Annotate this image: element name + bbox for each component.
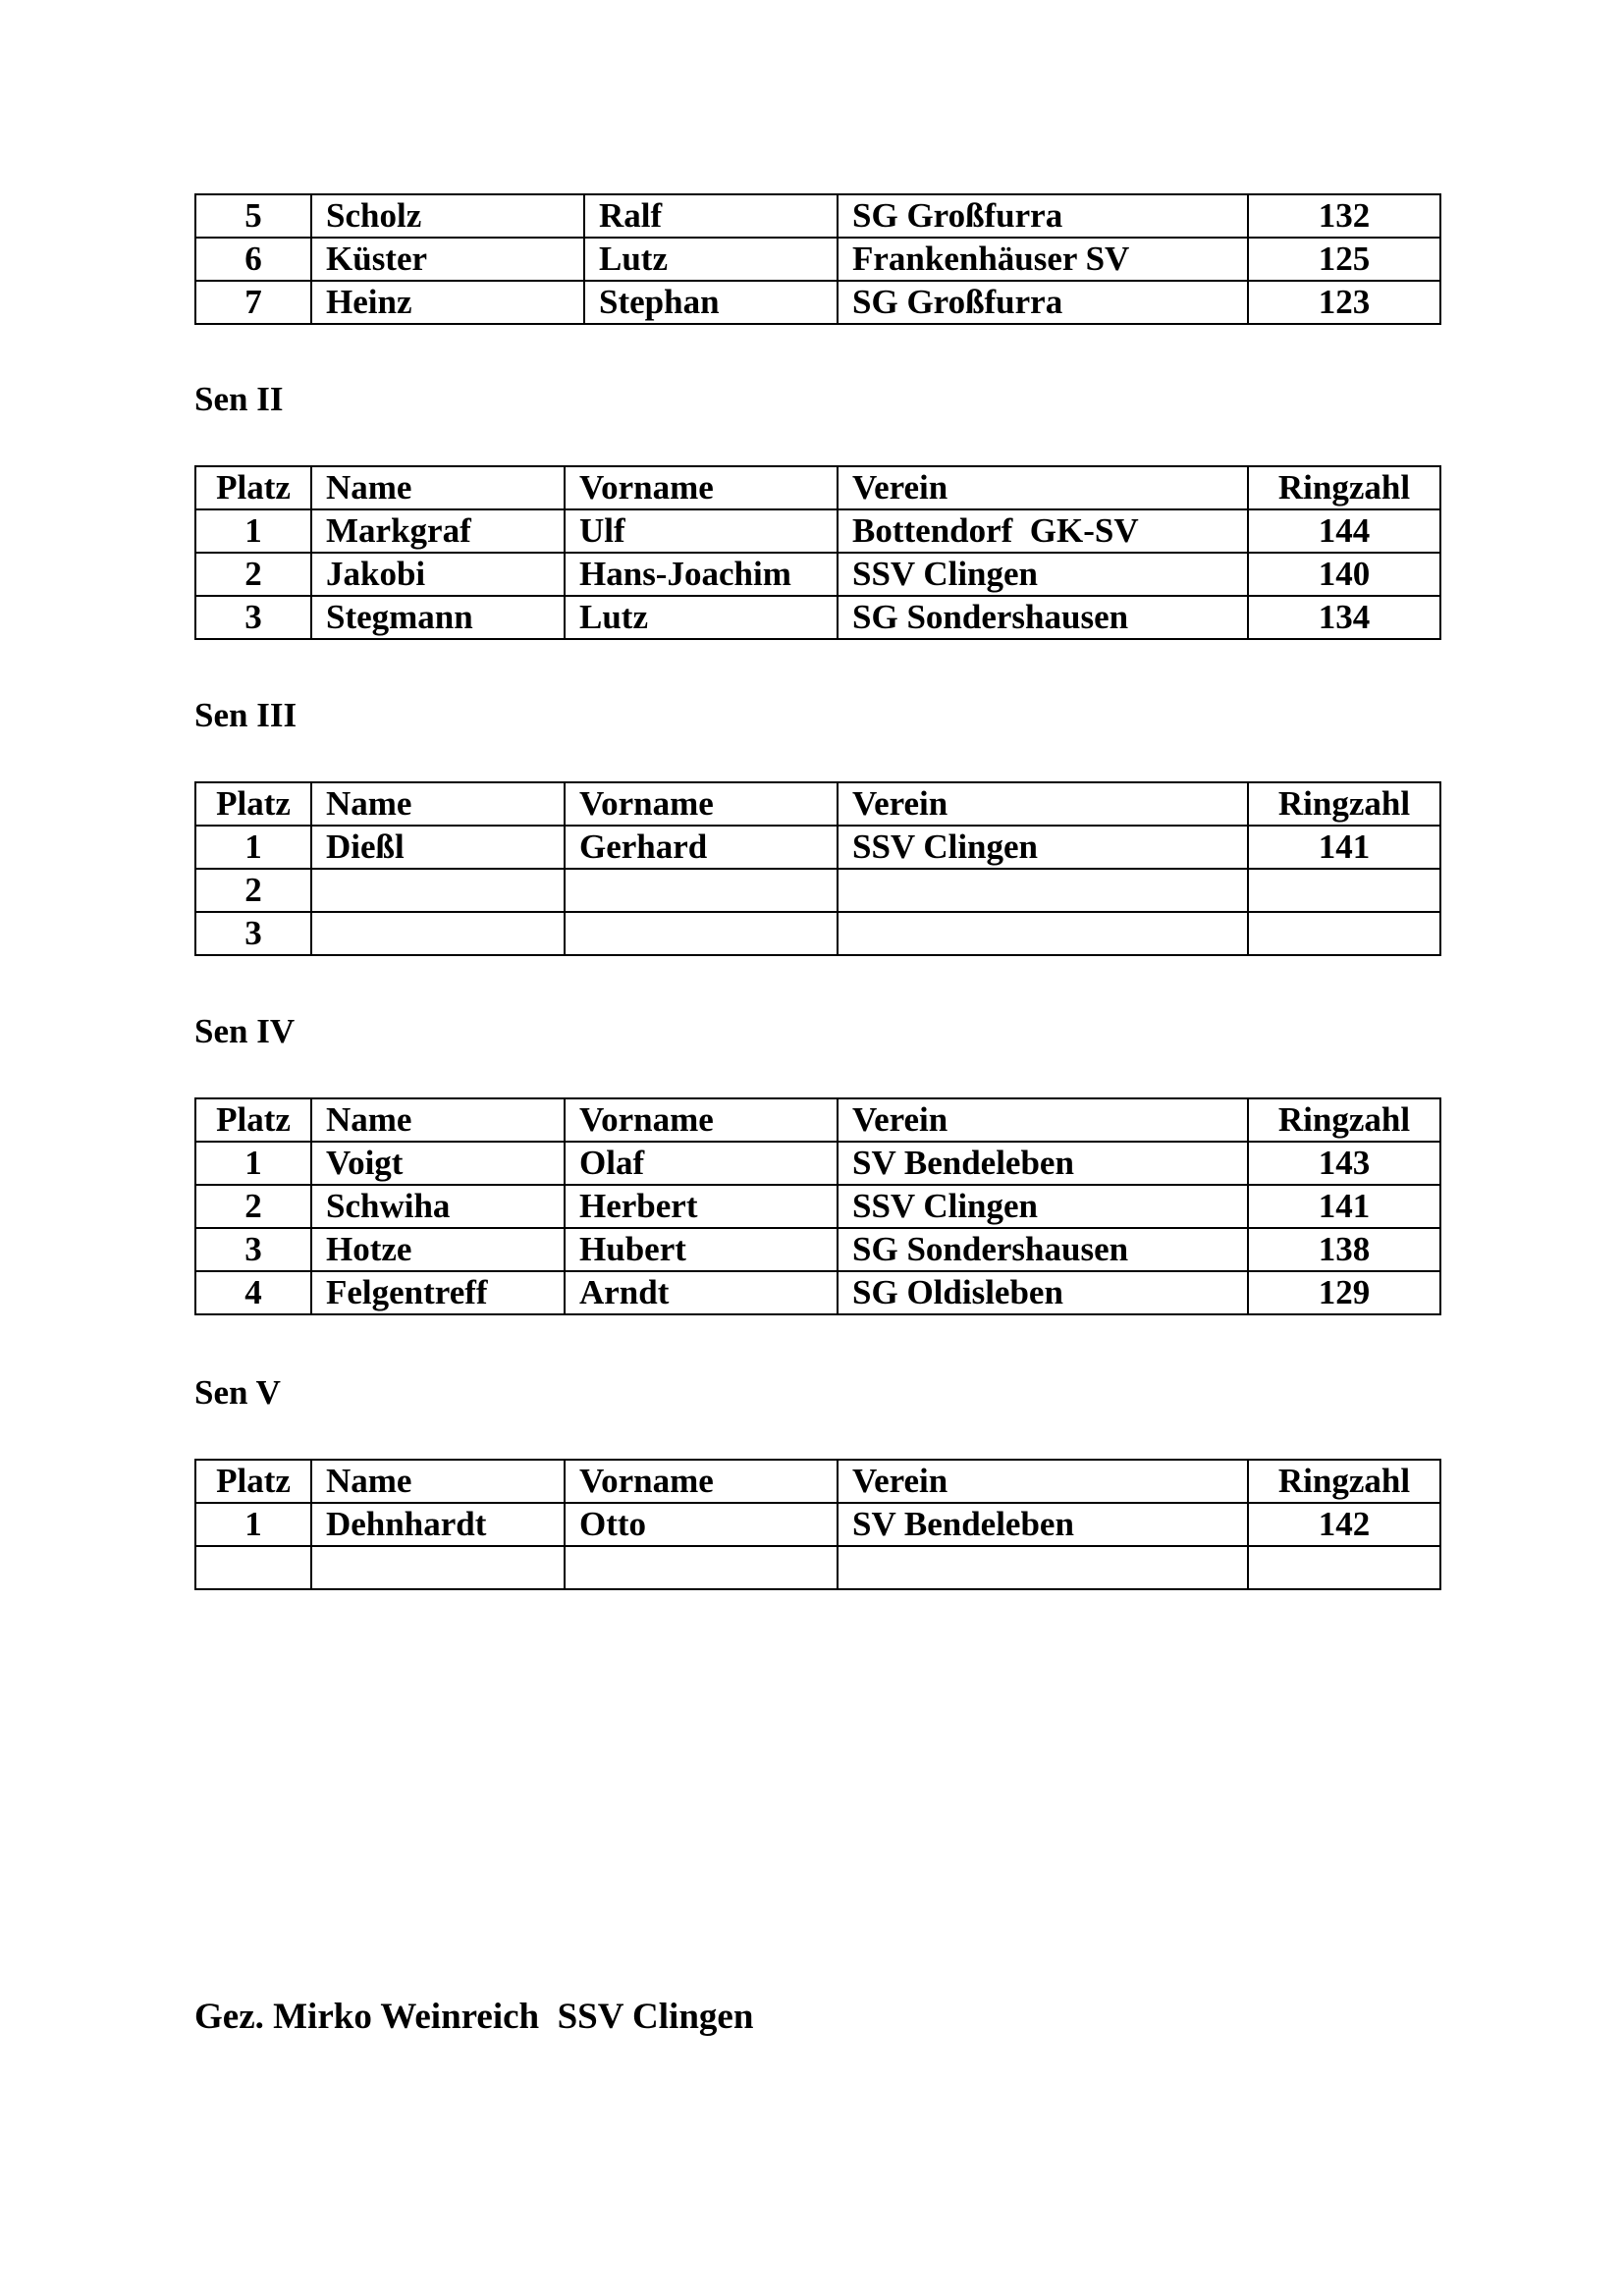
vorname-cell: Ralf [584, 194, 838, 238]
verein-cell: SG Sondershausen [838, 596, 1248, 639]
name-cell: Heinz [311, 281, 584, 324]
verein-cell: SSV Clingen [838, 826, 1248, 869]
verein-cell: SG Sondershausen [838, 1228, 1248, 1271]
column-header-vorname: Vorname [565, 1460, 838, 1503]
header-row [195, 782, 1440, 826]
ringzahl-cell: 138 [1248, 1228, 1440, 1271]
verein-cell [838, 912, 1248, 955]
platz-cell: 7 [195, 281, 311, 324]
verein-cell: Frankenhäuser SV [838, 238, 1248, 281]
vorname-cell: Herbert [565, 1185, 838, 1228]
column-header-platz: Platz [195, 782, 311, 826]
ringzahl-cell: 144 [1248, 509, 1440, 553]
platz-cell: 3 [195, 912, 311, 955]
platz-cell: 5 [195, 194, 311, 238]
platz-cell: 4 [195, 1271, 311, 1314]
column-header-ringzahl: Ringzahl [1248, 782, 1440, 826]
header-row [195, 466, 1440, 509]
column-header-vorname: Vorname [565, 466, 838, 509]
name-cell: Jakobi [311, 553, 565, 596]
name-cell: Dießl [311, 826, 565, 869]
table-row [195, 1503, 1440, 1546]
column-header-ringzahl: Ringzahl [1248, 1460, 1440, 1503]
ringzahl-cell: 125 [1248, 238, 1440, 281]
column-header-name: Name [311, 466, 565, 509]
vorname-cell: Olaf [565, 1142, 838, 1185]
vorname-cell: Otto [565, 1503, 838, 1546]
vorname-cell [565, 912, 838, 955]
platz-cell: 3 [195, 596, 311, 639]
name-cell: Küster [311, 238, 584, 281]
table-row [195, 826, 1440, 869]
vorname-cell: Ulf [565, 509, 838, 553]
results-table-sen-v [194, 1459, 1441, 1590]
column-header-name: Name [311, 782, 565, 826]
name-cell: Stegmann [311, 596, 565, 639]
table-row [195, 1185, 1440, 1228]
name-cell: Scholz [311, 194, 584, 238]
verein-cell: Bottendorf GK-SV [838, 509, 1248, 553]
ringzahl-cell: 141 [1248, 1185, 1440, 1228]
table-row [195, 596, 1440, 639]
verein-cell: SSV Clingen [838, 1185, 1248, 1228]
section-heading-sen-iv: Sen IV [194, 1012, 296, 1050]
verein-cell: SSV Clingen [838, 553, 1248, 596]
verein-cell: SV Bendeleben [838, 1503, 1248, 1546]
ringzahl-cell [1248, 1546, 1440, 1589]
ringzahl-cell: 123 [1248, 281, 1440, 324]
table-row [195, 553, 1440, 596]
name-cell: Dehnhardt [311, 1503, 565, 1546]
results-table-sen-iv [194, 1097, 1441, 1315]
section-heading-sen-iii: Sen III [194, 696, 298, 734]
column-header-name: Name [311, 1098, 565, 1142]
ringzahl-cell: 143 [1248, 1142, 1440, 1185]
name-cell: Markgraf [311, 509, 565, 553]
section-heading-sen-v: Sen V [194, 1373, 281, 1412]
platz-cell: 1 [195, 1142, 311, 1185]
column-header-platz: Platz [195, 1460, 311, 1503]
ringzahl-cell: 132 [1248, 194, 1440, 238]
verein-cell: SG Großfurra [838, 194, 1248, 238]
column-header-vorname: Vorname [565, 1098, 838, 1142]
name-cell [311, 912, 565, 955]
name-cell: Voigt [311, 1142, 565, 1185]
results-table-continuation [194, 193, 1441, 325]
column-header-ringzahl: Ringzahl [1248, 466, 1440, 509]
column-header-platz: Platz [195, 1098, 311, 1142]
ringzahl-cell: 134 [1248, 596, 1440, 639]
table-row [195, 194, 1440, 238]
column-header-vorname: Vorname [565, 782, 838, 826]
verein-cell [838, 869, 1248, 912]
verein-cell: SV Bendeleben [838, 1142, 1248, 1185]
vorname-cell: Lutz [584, 238, 838, 281]
results-table-sen-ii [194, 465, 1441, 640]
ringzahl-cell: 141 [1248, 826, 1440, 869]
vorname-cell [565, 869, 838, 912]
column-header-ringzahl: Ringzahl [1248, 1098, 1440, 1142]
name-cell: Felgentreff [311, 1271, 565, 1314]
platz-cell [195, 1546, 311, 1589]
ringzahl-cell: 129 [1248, 1271, 1440, 1314]
table-row [195, 281, 1440, 324]
vorname-cell [565, 1546, 838, 1589]
platz-cell: 1 [195, 509, 311, 553]
ringzahl-cell [1248, 912, 1440, 955]
vorname-cell: Arndt [565, 1271, 838, 1314]
vorname-cell: Gerhard [565, 826, 838, 869]
name-cell [311, 1546, 565, 1589]
name-cell: Schwiha [311, 1185, 565, 1228]
platz-cell: 6 [195, 238, 311, 281]
table-row [195, 912, 1440, 955]
column-header-verein: Verein [838, 782, 1248, 826]
table-row [195, 1546, 1440, 1589]
results-table-sen-iii [194, 781, 1441, 956]
platz-cell: 3 [195, 1228, 311, 1271]
platz-cell: 2 [195, 869, 311, 912]
column-header-name: Name [311, 1460, 565, 1503]
verein-cell [838, 1546, 1248, 1589]
section-heading-sen-ii: Sen II [194, 380, 284, 418]
platz-cell: 2 [195, 553, 311, 596]
ringzahl-cell: 142 [1248, 1503, 1440, 1546]
vorname-cell: Hans-Joachim [565, 553, 838, 596]
column-header-verein: Verein [838, 466, 1248, 509]
ringzahl-cell: 140 [1248, 553, 1440, 596]
signature-line: Gez. Mirko Weinreich SSV Clingen [194, 1997, 754, 2037]
verein-cell: SG Großfurra [838, 281, 1248, 324]
vorname-cell: Lutz [565, 596, 838, 639]
name-cell: Hotze [311, 1228, 565, 1271]
table-row [195, 869, 1440, 912]
header-row [195, 1460, 1440, 1503]
vorname-cell: Stephan [584, 281, 838, 324]
table-row [195, 1228, 1440, 1271]
verein-cell: SG Oldisleben [838, 1271, 1248, 1314]
ringzahl-cell [1248, 869, 1440, 912]
platz-cell: 2 [195, 1185, 311, 1228]
column-header-verein: Verein [838, 1098, 1248, 1142]
platz-cell: 1 [195, 826, 311, 869]
table-row [195, 1142, 1440, 1185]
vorname-cell: Hubert [565, 1228, 838, 1271]
table-row [195, 509, 1440, 553]
column-header-platz: Platz [195, 466, 311, 509]
column-header-verein: Verein [838, 1460, 1248, 1503]
table-row [195, 238, 1440, 281]
table-row [195, 1271, 1440, 1314]
platz-cell: 1 [195, 1503, 311, 1546]
name-cell [311, 869, 565, 912]
header-row [195, 1098, 1440, 1142]
